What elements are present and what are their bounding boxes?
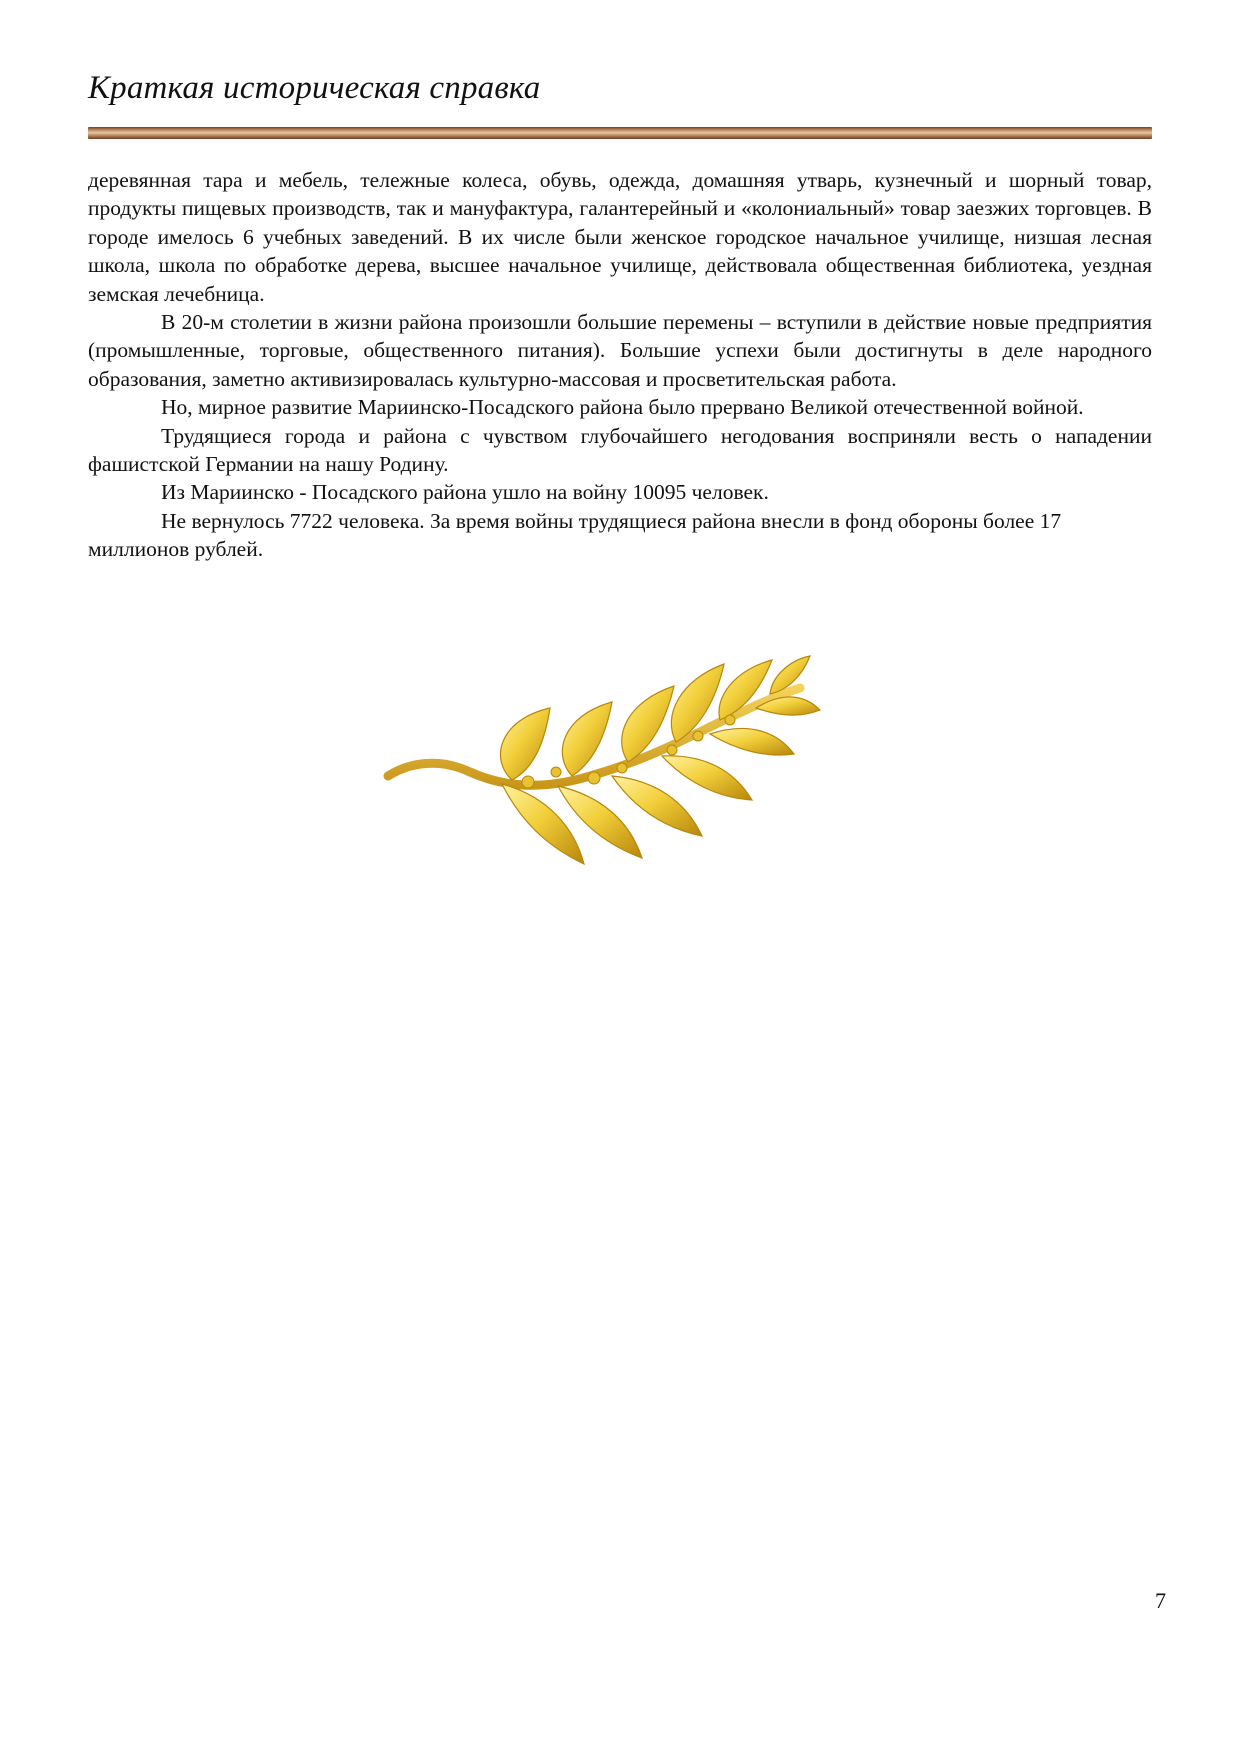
header-divider — [88, 127, 1152, 139]
page-header-title: Краткая историческая справка — [88, 70, 541, 106]
paragraph: В 20-м столетии в жизни района произошли большие перемены – вступили в действие новые предприятия (промышленные, торговые, общественного питания). Большие успехи были достигнуты в деле народного образования, заметно активизировалась культурно-массовая и просветительская работа. — [88, 310, 1152, 391]
page-number: 7 — [1155, 1588, 1166, 1613]
paragraph: Трудящиеся города и района с чувством глубочайшего негодования восприняли весть о нападении фашистской Германии на нашу Родину. — [88, 423, 1152, 477]
paragraph: Не вернулось 7722 человека. За время войны трудящиеся района внесли в фонд обороны более 17 миллионов рублей. — [88, 508, 1062, 562]
paragraph: Из Мариинско - Посадского района ушло на войну 10095 человек. — [161, 480, 769, 505]
golden-laurel-branch-icon — [380, 650, 860, 920]
paragraph: деревянная тара и мебель, тележные колеса, обувь, одежда, домашняя утварь, кузнечный и шорный товар, продукты пищевых производств, так и мануфактура, галантерейный и «колониальный» товар заезжих торговцев. В городе имелось 6 учебных заведений. В их числе были женское городское начальное училище, низшая лесная школа, школа по обработке дерева, высшее начальное училище, действовала общественная библиотека, уездная земская лечебница. — [88, 168, 1152, 306]
paragraph: Но, мирное развитие Мариинско-Посадского района было прервано Великой отечественной войной. — [161, 395, 1084, 420]
body-text — [88, 166, 1152, 564]
